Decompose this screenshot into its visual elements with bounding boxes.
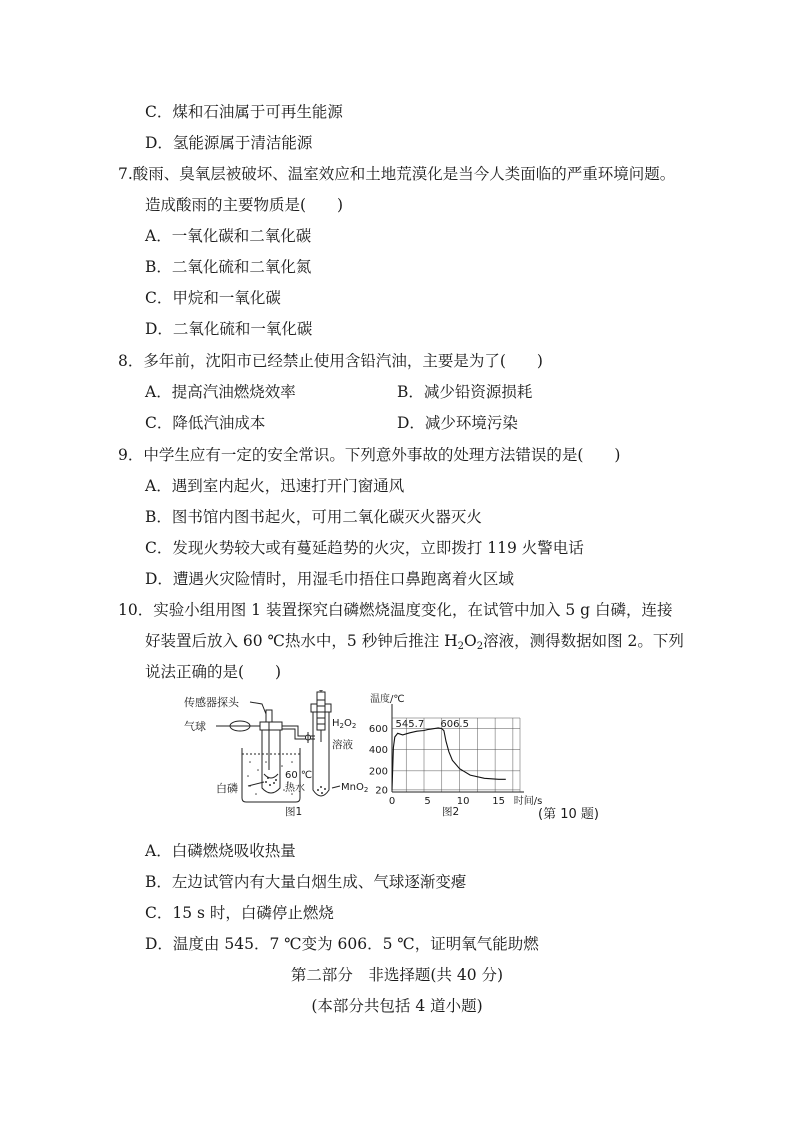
q7-stem-line1: 7.酸雨、臭氧层被破坏、温室效应和土地荒漠化是当今人类面临的严重环境问题。 bbox=[118, 165, 676, 183]
x-tick-label: 5 bbox=[424, 796, 431, 807]
q7-option-a: A．一氧化碳和二氧化碳 bbox=[145, 227, 312, 245]
label-phosphorus: 白磷 bbox=[216, 782, 238, 795]
q7-option-c: C．甲烷和一氧化碳 bbox=[145, 289, 281, 307]
q9-option-d: D．遭遇火灾险情时，用湿毛巾捂住口鼻跑离着火区域 bbox=[145, 570, 514, 588]
y-tick-label: 200 bbox=[368, 766, 388, 778]
y-axis-label: 温度/℃ bbox=[370, 694, 405, 705]
y-tick-label: 600 bbox=[368, 724, 388, 736]
y-tick-label: 400 bbox=[368, 745, 388, 757]
x-tick-label: 0 bbox=[388, 796, 396, 807]
q9-option-b: B．图书馆内图书起火，可用二氧化碳灭火器灭火 bbox=[145, 508, 482, 526]
q10-stem-line3: 说法正确的是( ) bbox=[145, 663, 282, 681]
section-subtitle: (本部分共包括 4 道小题) bbox=[311, 997, 483, 1015]
prev-option-c: C．煤和石油属于可再生能源 bbox=[145, 103, 343, 121]
label-mno2: MnO$_2$ bbox=[341, 782, 369, 794]
q9-option-c: C．发现火势较大或有蔓延趋势的火灾，立即拨打 119 火警电话 bbox=[145, 539, 584, 557]
fig2-chart bbox=[369, 692, 542, 807]
q7-option-b: B．二氧化硫和二氧化氮 bbox=[145, 258, 312, 276]
prev-option-d: D．氢能源属于清洁能源 bbox=[145, 134, 313, 152]
q8-option-a: A．提高汽油燃烧效率 bbox=[145, 383, 296, 401]
q8-option-c: C．降低汽油成本 bbox=[145, 414, 266, 432]
q7-stem-line2: 造成酸雨的主要物质是( ) bbox=[145, 196, 344, 214]
label-h2o2: $H_2O_2$ bbox=[332, 718, 357, 730]
annotation-545-7: 545.7 bbox=[395, 719, 425, 730]
question-tag: (第 10 题) bbox=[538, 807, 599, 822]
q10-stem-line2: 好装置后放入 60 ℃热水中，5 秒钟后推注 $H_2O_2$溶液，测得数据如图 2。下列 bbox=[145, 632, 684, 652]
fig2-caption: 图2 bbox=[442, 806, 460, 818]
y-tick-label: 20 bbox=[375, 785, 388, 797]
q9-stem: 9．中学生应有一定的安全常识。下列意外事故的处理方法错误的是( ) bbox=[118, 446, 621, 464]
q10-option-c: C．15 s 时，白磷停止燃烧 bbox=[145, 904, 334, 922]
q10-option-b: B．左边试管内有大量白烟生成、气球逐渐变瘪 bbox=[145, 873, 467, 891]
x-axis-label: 时间/s bbox=[513, 796, 543, 807]
q10-stem-line1: 10．实验小组用图 1 装置探究白磷燃烧温度变化，在试管中加入 5 g 白磷，连接 bbox=[118, 601, 673, 619]
fig1-caption: 图1 bbox=[285, 806, 303, 818]
q10-option-d: D．温度由 545．7 ℃变为 606．5 ℃，证明氧气能助燃 bbox=[145, 935, 539, 953]
temperature-line bbox=[392, 728, 506, 790]
q7-option-d: D．二氧化硫和一氧化碳 bbox=[145, 320, 313, 338]
label-solution: 溶液 bbox=[332, 739, 353, 751]
x-tick-label: 15 bbox=[492, 796, 506, 807]
label-hot-water-1: 60 ℃ bbox=[285, 770, 313, 781]
label-sensor: 传感器探头 bbox=[184, 696, 239, 709]
label-balloon: 气球 bbox=[184, 720, 206, 733]
q8-stem: 8．多年前，沈阳市已经禁止使用含铅汽油，主要是为了( ) bbox=[118, 352, 543, 370]
q9-option-a: A．遇到室内起火，迅速打开门窗通风 bbox=[145, 477, 405, 495]
section-title: 第二部分 非选择题(共 40 分) bbox=[290, 966, 504, 984]
annotation-606-5: 606.5 bbox=[440, 719, 469, 730]
q8-option-d: D．减少环境污染 bbox=[397, 414, 518, 432]
q10-figure bbox=[180, 690, 620, 825]
x-tick-label: 10 bbox=[456, 796, 470, 807]
label-hot-water-2: 热水 bbox=[285, 783, 305, 794]
q8-option-b: B．减少铅资源损耗 bbox=[397, 383, 533, 401]
q10-option-a: A．白磷燃烧吸收热量 bbox=[145, 842, 296, 860]
